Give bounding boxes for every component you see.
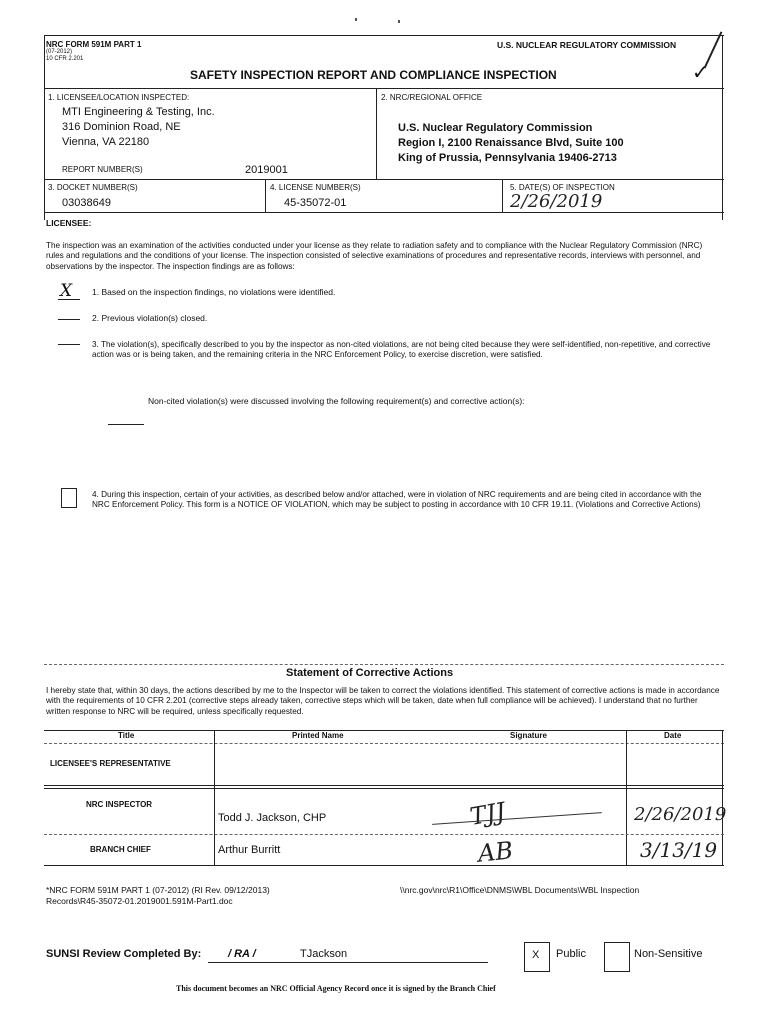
section4-label: 4. LICENSE NUMBER(S) — [270, 183, 361, 192]
licensee-label: LICENSEE: — [46, 218, 92, 228]
item1-check-mark: X — [60, 281, 73, 301]
form-cfr: 10 CFR 2.201 — [46, 56, 84, 62]
row-nrc-inspector: NRC INSPECTOR — [86, 800, 153, 809]
sunsi-reviewer: TJackson — [300, 948, 348, 960]
finding-item-3: 3. The violation(s), specifically described to you by the inspector as non-cited violations, are not being cited because they were self-identified, non-repetitive, and corrective action was or is being taken, and the remaining criteria in the NRC Enforcement Policy, to exercise discretion, were satisfied. — [92, 340, 711, 360]
footer-network-path: \\nrc.gov\nrc\R1\Office\DNMS\WBL Documents\WBL Inspection — [400, 885, 640, 895]
licensee-address-1: 316 Dominion Road, NE — [62, 121, 181, 133]
section5-label: 5. DATE(S) OF INSPECTION — [510, 183, 615, 192]
inspection-intro: The inspection was an examination of the activities conducted under your license as they relate to radiation safety and to compliance with the Nuclear Regulatory Commission (NRC) rules and regulations and the conditions of your license. The inspection consisted of selective examinations of procedures and representative records, interviews with personnel, and observations by the inspector. The inspection findings are as follows: — [46, 241, 703, 271]
table-header-title: Title — [118, 731, 135, 740]
table-header-date: Date — [664, 731, 682, 740]
row-branch-chief: BRANCH CHIEF — [90, 845, 151, 854]
report-number-label: REPORT NUMBER(S) — [62, 165, 143, 174]
licensee-address-2: Vienna, VA 22180 — [62, 136, 150, 148]
agency-name: U.S. NUCLEAR REGULATORY COMMISSION — [497, 40, 677, 50]
inspection-date: 2/26/2019 — [510, 191, 603, 212]
inspector-date: 2/26/2019 — [634, 804, 727, 825]
statement-title: Statement of Corrective Actions — [286, 667, 454, 679]
report-number: 2019001 — [245, 164, 288, 176]
inspector-signature: TJJ — [467, 797, 508, 831]
public-check-mark: X — [532, 949, 540, 961]
inspector-signature-scrawl — [432, 812, 602, 826]
row-licensee-representative: LICENSEE'S REPRESENTATIVE — [50, 759, 171, 768]
scan-marks — [0, 0, 770, 20]
section1-label: 1. LICENSEE/LOCATION INSPECTED: — [48, 93, 190, 102]
form-id: NRC FORM 591M PART 1 — [46, 40, 142, 49]
official-record-note: This document becomes an NRC Official Agency Record once it is signed by the Branch Chief — [176, 984, 496, 993]
section2-label: 2. NRC/REGIONAL OFFICE — [381, 93, 483, 102]
title-check-icon: ✓ — [692, 60, 709, 84]
finding-item-4: 4. During this inspection, certain of your activities, as described below and/or attached, were in violation of NRC requirements and are being cited in accordance with the NRC Enforcement Policy. This form is a NOTICE OF VIOLATION, which may be subject to posting in accordance with 10 CFR 19.11. (Violations and Corrective Actions) — [92, 490, 702, 510]
item4-checkbox[interactable] — [61, 488, 77, 508]
licensee-name: MTI Engineering & Testing, Inc. — [62, 106, 215, 118]
sunsi-ra: / RA / — [228, 948, 256, 960]
regional-office-line-2: Region I, 2100 Renaissance Blvd, Suite 100 — [398, 137, 624, 149]
form-title: SAFETY INSPECTION REPORT AND COMPLIANCE INSPECTION — [190, 68, 557, 82]
inspector-name: Todd J. Jackson, CHP — [218, 812, 327, 824]
footer-form-line-1: *NRC FORM 591M PART 1 (07-2012) (RI Rev. 09/12/2013) — [46, 885, 270, 895]
branch-chief-date: 3/13/19 — [640, 838, 718, 862]
branch-chief-signature: AB — [476, 836, 515, 868]
section3-label: 3. DOCKET NUMBER(S) — [48, 183, 138, 192]
footer-form-line-2: Records\R45-35072-01.2019001.591M-Part1.doc — [46, 896, 233, 906]
non-cited-note: Non-cited violation(s) were discussed involving the following requirement(s) and corrective action(s): — [148, 396, 525, 406]
regional-office-line-3: King of Prussia, Pennsylvania 19406-2713 — [398, 152, 617, 164]
table-header-printed-name: Printed Name — [292, 731, 344, 740]
branch-chief-name: Arthur Burritt — [218, 844, 281, 856]
finding-item-1: 1. Based on the inspection findings, no violations were identified. — [92, 287, 336, 297]
regional-office-line-1: U.S. Nuclear Regulatory Commission — [398, 122, 593, 134]
statement-text: I hereby state that, within 30 days, the actions described by me to the Inspector will be taken to correct the violations identified. This statement of corrective actions is made in accordance with the requirements of 10 CFR 2.201 (corrective steps already taken, corrective steps which will be taken, date when full compliance will be achieved). I understand that no further written response to NRC will be required, unless specifically requested. — [46, 686, 720, 716]
table-header-signature: Signature — [510, 731, 547, 740]
docket-number: 03038649 — [62, 197, 111, 209]
non-sensitive-label: Non-Sensitive — [634, 948, 703, 960]
sunsi-label: SUNSI Review Completed By: — [46, 948, 202, 960]
license-number: 45-35072-01 — [284, 197, 347, 209]
non-sensitive-checkbox[interactable] — [604, 942, 630, 972]
form-revision: (07-2012) — [46, 49, 73, 55]
public-label: Public — [556, 948, 586, 960]
finding-item-2: 2. Previous violation(s) closed. — [92, 313, 208, 323]
